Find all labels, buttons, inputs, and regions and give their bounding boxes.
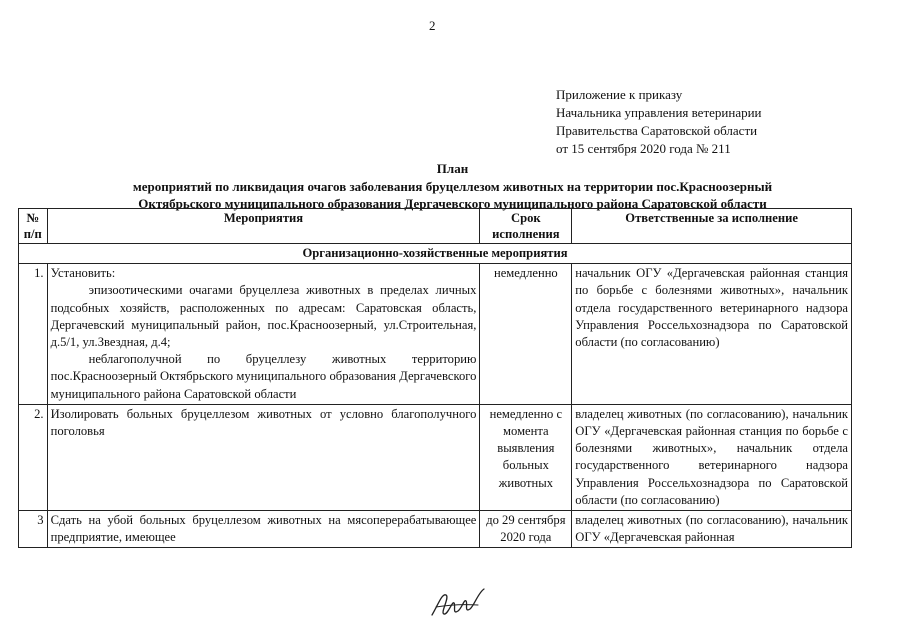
row-responsible: владелец животных (по согласованию), начальник ОГУ «Дергачевская районная станция по борьбе с болезнями животных», начальник отдела государственного ветеринарного надзора Управления Россельхознадзора по Саратовской области (по согласованию) xyxy=(572,404,852,510)
appendix-line: от 15 сентября 2020 года № 211 xyxy=(556,141,731,156)
header-num: № п/п xyxy=(19,209,48,244)
header-term: Срок исполнения xyxy=(480,209,572,244)
row-measure: Изолировать больных бруцеллезом животных от условно благополучного поголовья xyxy=(47,404,480,510)
row-term: немедленно xyxy=(480,264,572,405)
row-number: 1. xyxy=(19,264,48,405)
row-responsible: владелец животных (по согласованию), начальник ОГУ «Дергачевская районная xyxy=(572,511,852,548)
row-measure xyxy=(47,264,480,405)
row-number: 2. xyxy=(19,404,48,510)
row-responsible: начальник ОГУ «Дергачевская районная станция по борьбе с болезнями животных», начальник отдела государственного ветеринарного надзора Управления Россельхознадзора по Саратовской области (по согласованию) xyxy=(572,264,852,405)
plan-subtitle-line1: мероприятий по ликвидация очагов заболевания бруцеллезом животных на территории пос.Красноозерный xyxy=(132,179,773,194)
signature xyxy=(428,585,488,621)
section-row xyxy=(19,244,852,264)
table-row xyxy=(19,404,852,510)
measure-paragraph: неблагополучной по бруцеллезу животных территорию пос.Красноозерный Октябрьского муниципального образования Дергачевского муниципального района Саратовской области xyxy=(50,352,477,401)
measure-paragraph: эпизоотическими очагами бруцеллеза животных в пределах личных подсобных хозяйств, расположенных по адресам: Саратовская область, Дергачевский муниципальный район, пос.Красноозерный, ул.Строительная, д.5/1, ул.Звездная, д.4; xyxy=(50,283,477,350)
row-number: 3 xyxy=(19,511,48,548)
row-term: немедленно с момента выявления больных животных xyxy=(480,404,572,510)
table-row xyxy=(19,264,852,405)
header-measures: Мероприятия xyxy=(47,209,480,244)
row-measure: Сдать на убой больных бруцеллезом животных на мясоперерабатывающее предприятие, имеющее xyxy=(47,511,480,548)
table-header-row xyxy=(19,209,852,244)
appendix-note xyxy=(556,86,762,158)
row-term: до 29 сентября 2020 года xyxy=(480,511,572,548)
table-row xyxy=(19,511,852,548)
header-responsible: Ответственные за исполнение xyxy=(572,209,852,244)
measures-table xyxy=(18,208,852,548)
plan-subtitle-line2: Октябрьского муниципального образования Дергачевского муниципального района Саратовской области xyxy=(138,196,767,211)
page-number: 2 xyxy=(429,18,436,33)
measure-lead: Установить: xyxy=(50,266,116,281)
appendix-line: Правительства Саратовской области xyxy=(556,123,758,138)
plan-title: План xyxy=(436,161,469,176)
appendix-line: Начальника управления ветеринарии xyxy=(556,105,762,120)
appendix-line: Приложение к приказу xyxy=(556,87,683,102)
section-title: Организационно-хозяйственные мероприятия xyxy=(19,244,852,264)
